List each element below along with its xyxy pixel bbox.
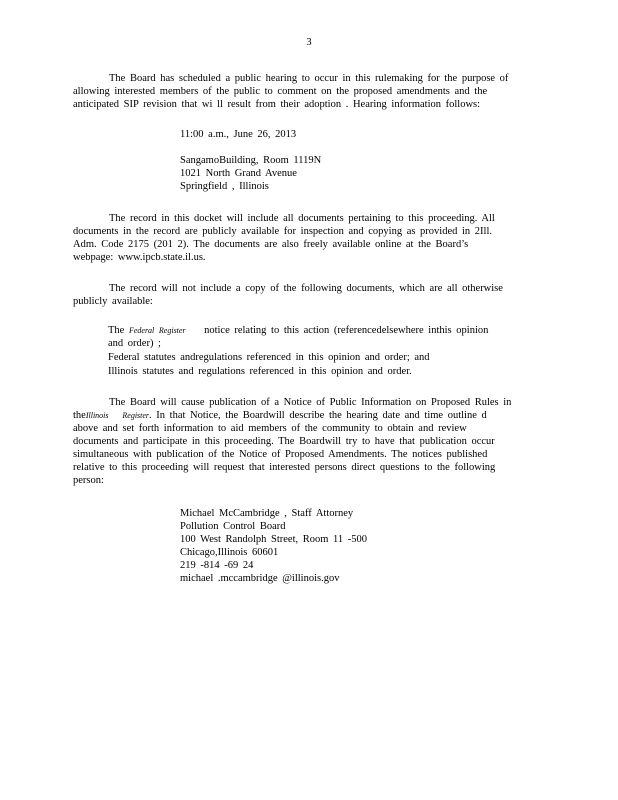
publication-line-4: documents and participate in this proceeding. The Boardwill try to have that publication occur [73, 436, 495, 447]
publication-line-7: person: [73, 475, 104, 486]
hearing-city: Springfield , Illinois [180, 181, 269, 192]
hearing-intro-line-3: anticipated SIP revision that wi ll result from their adoption . Hearing information follows: [73, 99, 481, 110]
publication-paragraph [73, 396, 531, 487]
list-item-text: Illinois statutes and regulations referenced in this opinion and order. [108, 366, 412, 377]
record-line-3: Adm. Code 2175 (201 2). The documents are also freely available online at the Board’s [73, 239, 469, 250]
list-item [88, 324, 528, 350]
hearing-building: SangamoBuilding, Room 1119N [180, 155, 322, 166]
hearing-street: 1021 North Grand Avenue [180, 168, 297, 179]
hearing-spacer [180, 141, 500, 154]
record-line-4: webpage: www.ipcb.state.il.us. [73, 252, 206, 263]
hearing-intro-line-2: allowing interested members of the public to comment on the proposed amendments and the [73, 86, 488, 97]
exclusion-line-1-text: The record will not include a copy of the following documents, which are all otherwise [109, 283, 503, 294]
record-paragraph [73, 212, 531, 264]
register-italic-text: Register [158, 326, 186, 335]
record-line-1-text: The record in this docket will include all documents pertaining to this proceeding. All [109, 213, 495, 224]
hearing-intro-line-1-text: The Board has scheduled a public hearing to occur in this rulemaking for the purpose of [109, 73, 509, 84]
record-line-1 [73, 212, 531, 225]
contact-city: Chicago,Illinois 60601 [180, 547, 279, 558]
contact-email: michael .mccambridge @illinois.gov [180, 573, 340, 584]
exclusion-line-2: publicly available: [73, 296, 153, 307]
excluded-documents-list [88, 324, 528, 379]
publication-line-2 [73, 409, 531, 422]
publication-line-2-rest: . In that Notice, the Boardwill describe the hearing date and time outline d [149, 410, 487, 421]
list-item-text: Federal statutes andregulations referenced in this opinion and order; and [108, 352, 430, 363]
publication-line-6: relative to this proceeding will request that interested persons direct questions to the following [73, 462, 496, 473]
record-line-2: documents in the record are publicly available for inspection and copying as provided in 2Ill. [73, 226, 493, 237]
list-item-line-1 [108, 324, 528, 337]
list-item [88, 351, 528, 364]
register-italic-text: Register [122, 411, 150, 420]
exclusion-paragraph [73, 282, 531, 308]
hearing-info-block [180, 128, 500, 193]
page-number: 3 [306, 37, 312, 48]
contact-name: Michael McCambridge , Staff Attorney [180, 508, 354, 519]
publication-line-2-prefix: the [73, 410, 86, 421]
hearing-intro-paragraph [73, 72, 531, 111]
publication-line-1-text: The Board will cause publication of a Notice of Public Information on Proposed Rules in [109, 397, 512, 408]
contact-street: 100 West Randolph Street, Room 11 -500 [180, 534, 368, 545]
federal-italic-text: Federal [128, 326, 155, 335]
hearing-intro-line-1 [73, 72, 531, 85]
illinois-italic-text: Illinois [85, 411, 109, 420]
contact-organization: Pollution Control Board [180, 521, 286, 532]
exclusion-line-1 [73, 282, 531, 295]
contact-phone: 219 -814 -69 24 [180, 560, 254, 571]
contact-block [180, 507, 500, 585]
publication-line-3: above and set forth information to aid members of the community to obtain and review [73, 423, 467, 434]
hearing-datetime: 11:00 a.m., June 26, 2013 [180, 129, 297, 140]
list-item-rest-text: notice relating to this action (referencedelsewhere inthis opinion [204, 325, 489, 336]
list-item [88, 365, 528, 378]
publication-line-1 [73, 396, 531, 409]
list-item-text: The [108, 325, 125, 336]
publication-line-5: simultaneous with publication of the Notice of Proposed Amendments. The notices published [73, 449, 488, 460]
list-item-line-2: and order) ; [108, 338, 161, 349]
